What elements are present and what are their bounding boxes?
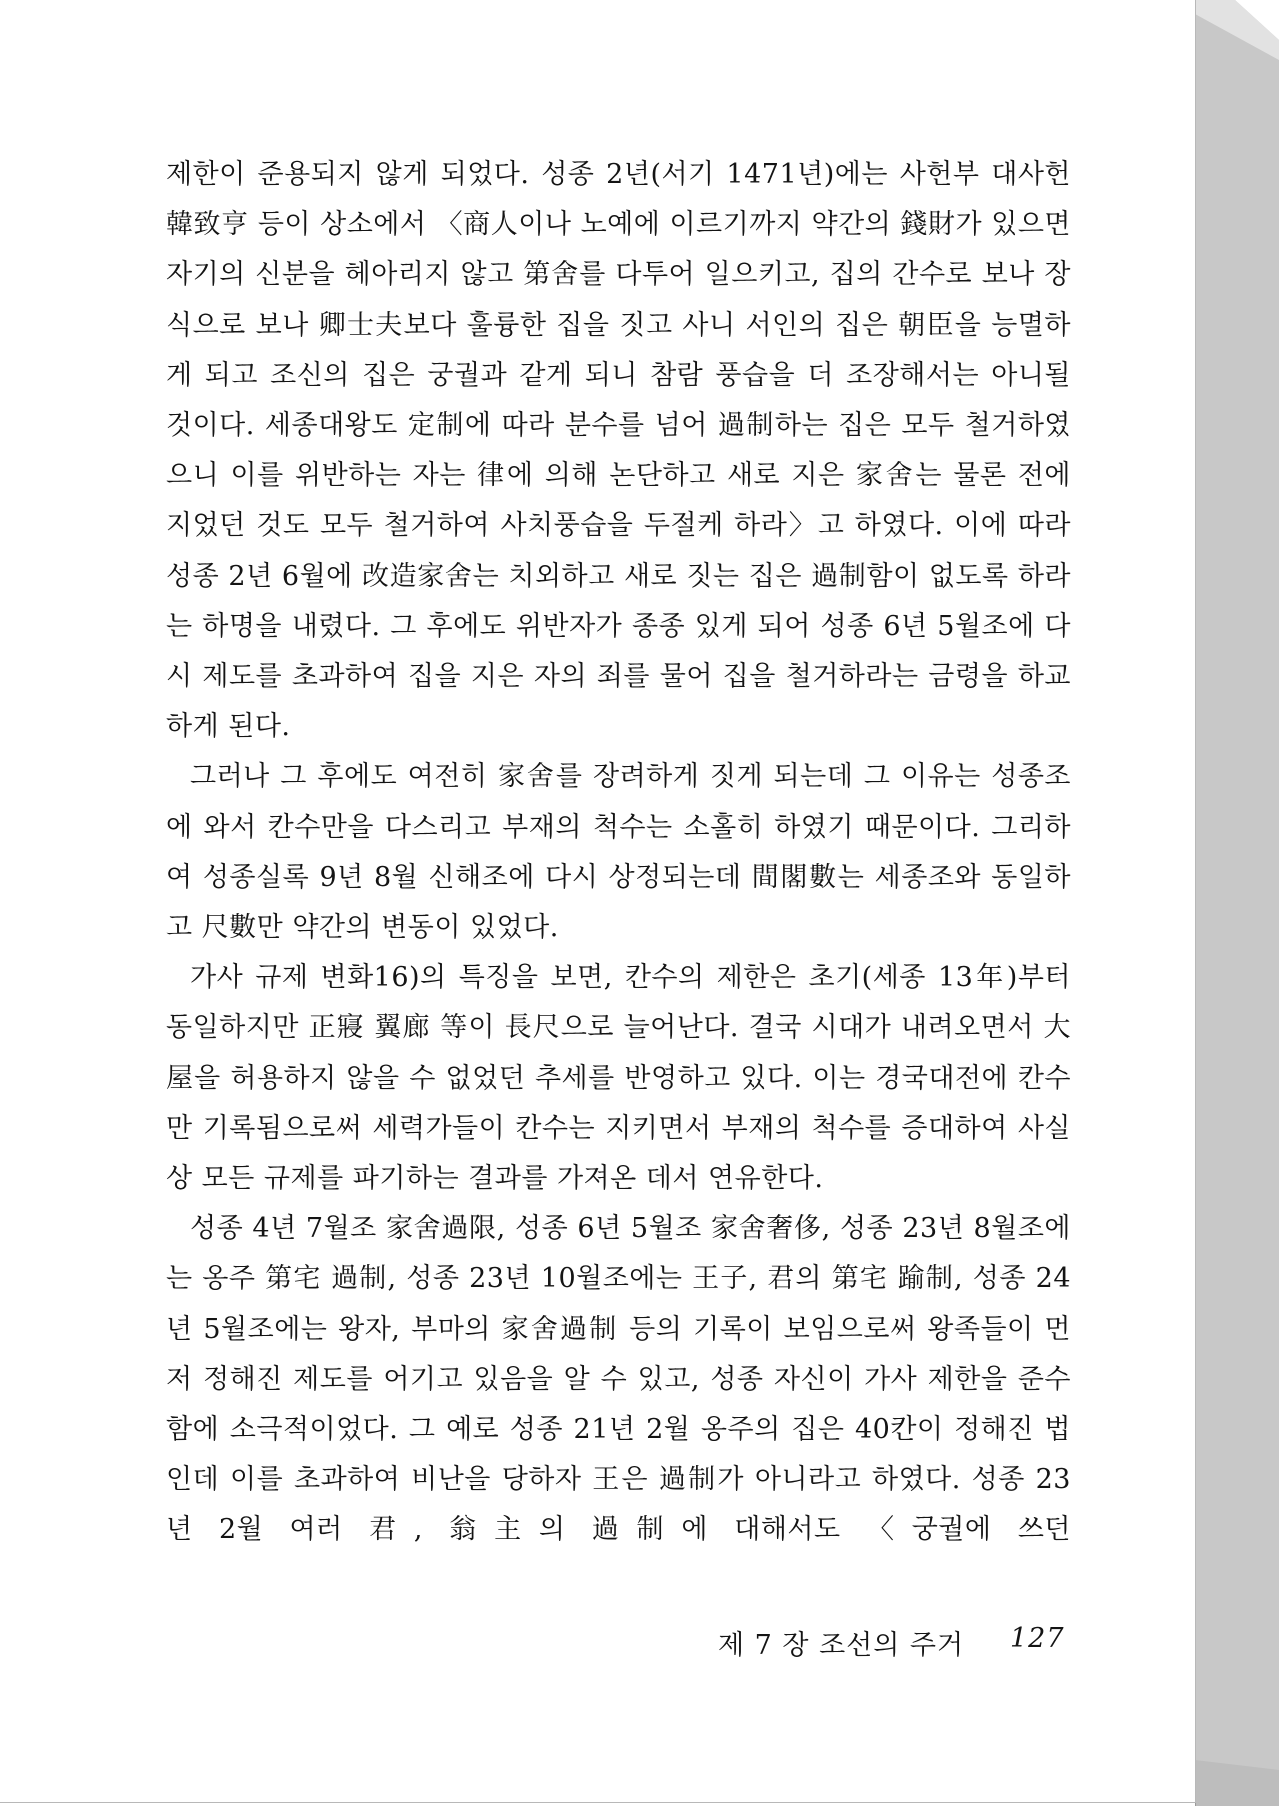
paragraph-3: 가사 규제 변화16)의 특징을 보면, 칸수의 제한은 초기(세종 13年)부터 동일하지만 正寢 翼廊 等이 長尺으로 늘어난다. 결국 시대가 내려오면서 大屋을 허용하지 않을 수 없었던 추세를 반영하고 있다. 이는 경국대전에 칸수만 기록됨으로써 세력가들이 칸수는 지키면서 부재의 척수를 증대하여 사실상 모든 규제를 파기하는 결과를 가져온 데서 연유한다. bbox=[166, 962, 1071, 1195]
page-number: 127 bbox=[1010, 1623, 1065, 1654]
book-edge bbox=[1195, 0, 1279, 1806]
paragraph-1: 제한이 준용되지 않게 되었다. 성종 2년(서기 1471년)에는 사헌부 대사헌 韓致亨 등이 상소에서 〈商人이나 노예에 이르기까지 약간의 錢財가 있으면 자기의 신분을 헤아리지 않고 第舍를 다투어 일으키고, 집의 간수로 보나 장식으로 보나 卿士夫보다 훌륭한 집을 짓고 사니 서인의 집은 朝臣을 능멸하게 되고 조신의 집은 궁궐과 같게 되니 참람 풍습을 더 조장해서는 아니될 것이다. 세종대왕도 定制에 따라 분수를 넘어 過制하는 집은 모두 철거하였으니 이를 위반하는 자는 律에 의해 논단하고 새로 지은 家舍는 물론 전에 지었던 것도 모두 철거하여 사치풍습을 두절케 하라〉고 하였다. 이에 따라 성종 2년 6월에 改造家舍는 치외하고 새로 짓는 집은 過制함이 없도록 하라는 하명을 내렸다. 그 후에도 위반자가 종종 있게 되어 성종 6년 5월조에 다시 제도를 초과하여 집을 지은 자의 죄를 물어 집을 철거하라는 금령을 하교하게 된다. bbox=[166, 159, 1071, 743]
running-footer-chapter: 제 7 장 조선의 주거 bbox=[718, 1630, 965, 1661]
paragraph-2: 그러나 그 후에도 여전히 家舍를 장려하게 짓게 되는데 그 이유는 성종조에 와서 칸수만을 다스리고 부재의 척수는 소홀히 하였기 때문이다. 그리하여 성종실록 9년 8월 신해조에 다시 상정되는데 間閣數는 세종조와 동일하고 尺數만 약간의 변동이 있었다. bbox=[166, 761, 1071, 944]
paragraph-4: 성종 4년 7월조 家舍過限, 성종 6년 5월조 家舍奢侈, 성종 23년 8월조에는 옹주 第宅 過制, 성종 23년 10월조에는 王子, 君의 第宅 踰制, 성종 24년 5월조에는 왕자, 부마의 家舍過制 등의 기록이 보임으로써 왕족들이 먼저 정해진 제도를 어기고 있음을 알 수 있고, 성종 자신이 가사 제한을 준수함에 소극적이었다. 그 예로 성종 21년 2월 옹주의 집은 40칸이 정해진 법인데 이를 초과하여 비난을 당하자 王은 過制가 아니라고 하였다. 성종 23년 2월 여러 君, 翁主의 過制에 대해서도 〈궁궐에 쓰던 bbox=[166, 1213, 1071, 1546]
body-text bbox=[166, 150, 1071, 1556]
